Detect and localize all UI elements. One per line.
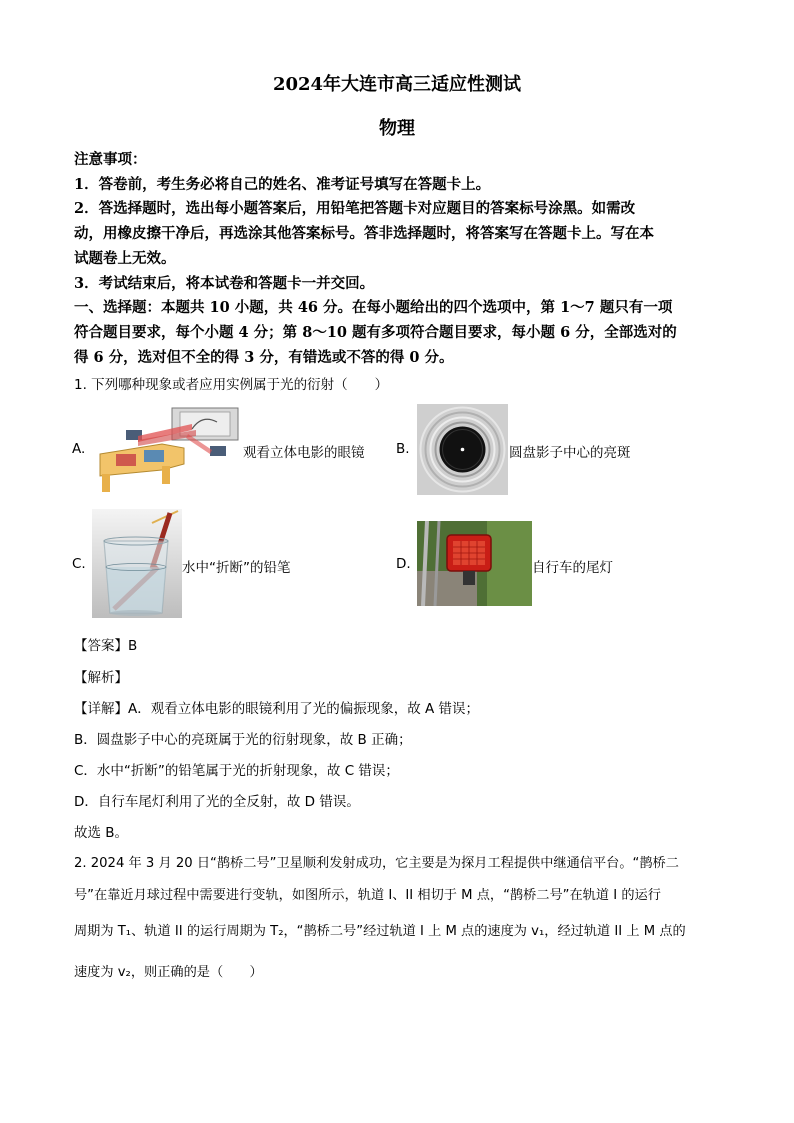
pencil-in-water-image [92,509,182,618]
notice-item-2-line-1: 2．答选择题时，选出每小题答案后，用铅笔把答题卡对应题目的答案标号涂黑。如需改 [74,200,636,217]
q1-answer: 【答案】B [74,638,138,654]
poisson-spot-image [417,404,508,495]
q1-detail-d: D．自行车尾灯利用了光的全反射，故 D 错误。 [74,794,360,810]
q1-option-c-letter: C. [72,556,86,572]
q1-analysis-label: 【解析】 [74,670,128,686]
q1-conclusion: 故选 B。 [74,825,129,841]
q2-line-4: 速度为 v₂，则正确的是（ ） [74,965,263,980]
q1-detail-a: 【详解】A．观看立体电影的眼镜利用了光的偏振现象，故 A 错误； [74,701,480,717]
q2-line-1: 2. 2024 年 3 月 20 日“鹊桥二号”卫星顺利发射成功，它主要是为探月工程提供中继通信平台。“鹊桥二 [74,856,679,871]
q1-option-d-letter: D. [396,556,411,572]
poisson-spot-diffraction [417,404,508,495]
notice-heading: 注意事项： [74,151,147,168]
3d-glasses-illustration [92,404,242,496]
q2-line-3: 周期为 T₁、轨道 II 的运行周期为 T₂，“鹊桥二号”经过轨道 I 上 M 点的速度为 v₁，经过轨道 II 上 M 点的 [74,924,686,939]
q1-option-a-text: 观看立体电影的眼镜 [243,445,365,461]
notice-item-1: 1．答卷前，考生务必将自己的姓名、准考证号填写在答题卡上。 [74,176,491,193]
section-1-line-2: 符合题目要求，每个小题 4 分；第 8～10 题有多项符合题目要求，每小题 6 分，全部选对的 [74,324,677,341]
3d-glasses-image [92,404,242,496]
q1-option-b-text: 圆盘影子中心的亮斑 [509,445,631,461]
q1-detail-c: C．水中“折断”的铅笔属于光的折射现象，故 C 错误； [74,763,399,779]
q1-option-d-text: 自行车的尾灯 [532,560,613,576]
q1-option-b-letter: B. [396,441,410,457]
notice-item-2-line-3: 试题卷上无效。 [74,250,176,267]
notice-item-3: 3．考试结束后，将本试卷和答题卡一并交回。 [74,275,375,292]
page-title: 2024年大连市高三适应性测试 [272,74,522,95]
bicycle-taillight-image [417,521,532,606]
section-1-line-3: 得 6 分，选对但不全的得 3 分，有错选或不答的得 0 分。 [74,349,454,366]
q1-stem: 1. 下列哪种现象或者应用实例属于光的衍射（ ） [74,377,389,393]
pencil-glass-illustration [92,509,182,618]
section-1-line-1: 一、选择题：本题共 10 小题，共 46 分。在每小题给出的四个选项中，第 1～7 题只有一项 [74,299,673,316]
q1-option-c-text: 水中“折断”的铅笔 [182,560,291,576]
bicycle-taillight-illustration [417,521,532,606]
q1-detail-b: B．圆盘影子中心的亮斑属于光的衍射现象，故 B 正确； [74,732,412,748]
q1-option-a-letter: A. [72,441,86,457]
notice-item-2-line-2: 动，用橡皮擦干净后，再选涂其他答案标号。答非选择题时，将答案写在答题卡上。写在本 [74,225,654,242]
q2-line-2: 号”在靠近月球过程中需要进行变轨，如图所示，轨道 I、II 相切于 M 点，“鹊桥二号”在轨道 I 的运行 [74,888,661,903]
subject-title: 物理 [379,118,415,139]
